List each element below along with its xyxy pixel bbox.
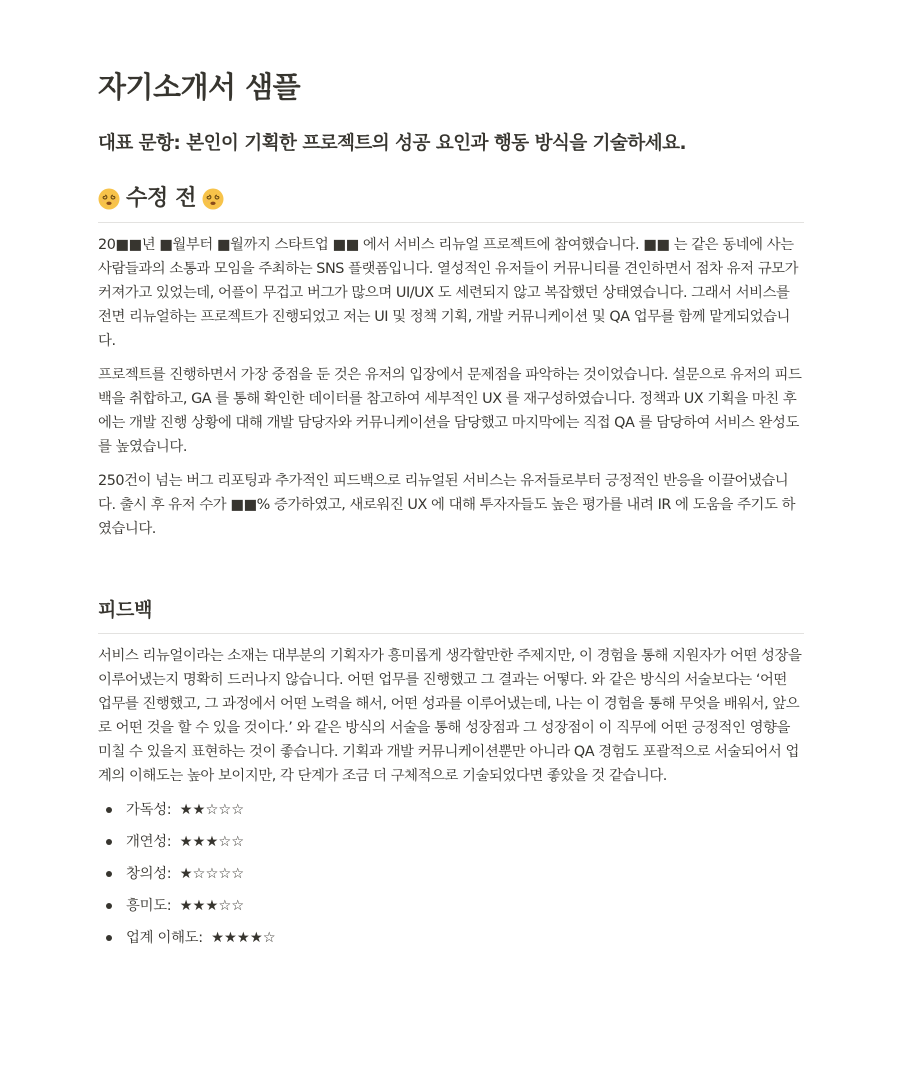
before-paragraph-3: 250건이 넘는 버그 리포팅과 추가적인 피드백으로 리뉴얼된 서비스는 유저들로부터 긍정적인 반응을 이끌어냈습니다. 출시 후 유저 수가 ■■% 증가하였고, 새로워진 UX 에 대해 투자자들도 높은 평가를 내려 IR 에 도움을 주기도 하였습니다.	[98, 473, 796, 537]
feedback-paragraph: 서비스 리뉴얼이라는 소재는 대부분의 기획자가 흥미롭게 생각할만한 주제지만, 이 경험을 통해 지원자가 어떤 성장을 이루어냈는지 명확히 드러나지 않습니다. 어떤 업무를 진행했고 그 결과는 어떻다. 와 같은 방식의 서술보다는 ‘어떤 업무를 진행했고, 그 과정에서 어떤 노력을 해서, 어떤 성과를 이루어냈는데, 나는 이 경험을 통해 무엇을 배워서, 앞으로 어떤 것을 할 수 있을 것이다.’ 와 같은 방식의 서술을 통해 성장점과 그 성장점이 이 직무에 어떤 긍정적인 영향을 미칠 수 있을지 표현하는 것이 좋습니다. 기획과 개발 커뮤니케이션뿐만 아니라 QA 경험도 포괄적으로 서술되어서 업계의 이해도는 높아 보이지만, 각 단계가 조금 더 구체적으로 기술되었다면 좋았을 것 같습니다.	[98, 648, 802, 784]
before-heading-text: 수정 전	[126, 186, 197, 211]
feedback-section-heading	[98, 593, 804, 634]
feedback-heading-text: 피드백	[98, 599, 153, 621]
before-section-heading	[98, 182, 804, 223]
question-prompt: 대표 문항: 본인이 기획한 프로젝트의 성공 요인과 행동 방식을 기술하세요.	[98, 133, 687, 154]
list-item	[98, 794, 804, 826]
rating-label: 창의성:	[126, 866, 172, 882]
bullet-dot	[106, 935, 112, 941]
before-paragraph-2: 프로젝트를 진행하면서 가장 중점을 둔 것은 유저의 입장에서 문제점을 파악하는 것이었습니다. 설문으로 유저의 피드백을 취합하고, GA 를 통해 확인한 데이터를 참고하여 세부적인 UX 를 재구성하였습니다. 정책과 UX 기획을 마친 후에는 개발 진행 상황에 대해 개발 담당자와 커뮤니케이션을 담당했고 마지막에는 직접 QA 를 담당하여 서비스 완성도를 높였습니다.	[98, 367, 802, 455]
rating-label: 흥미도:	[126, 898, 172, 914]
star-rating: ★★☆☆☆	[179, 802, 245, 818]
bullet-dot	[106, 903, 112, 909]
star-rating: ★☆☆☆☆	[179, 866, 245, 882]
list-item	[98, 826, 804, 858]
list-item	[98, 922, 804, 954]
bullet-dot	[106, 871, 112, 877]
star-rating: ★★★☆☆	[179, 898, 245, 914]
bullet-dot	[106, 807, 112, 813]
star-rating: ★★★★☆	[211, 930, 276, 946]
rating-label: 개연성:	[126, 834, 172, 850]
star-rating: ★★★☆☆	[179, 834, 245, 850]
dizzy-face-icon	[202, 188, 224, 210]
rating-label: 가독성:	[126, 802, 172, 818]
list-item	[98, 890, 804, 922]
document-page	[98, 0, 804, 954]
page-title: 자기소개서 샘플	[98, 70, 301, 104]
dizzy-face-icon	[98, 188, 120, 210]
list-item	[98, 858, 804, 890]
rating-label: 업계 이해도:	[126, 930, 203, 946]
rating-list	[98, 794, 804, 954]
bullet-dot	[106, 839, 112, 845]
before-paragraph-1: 20■■년 ■월부터 ■월까지 스타트업 ■■ 에서 서비스 리뉴얼 프로젝트에 참여했습니다. ■■ 는 같은 동네에 사는 사람들과의 소통과 모임을 주최하는 SNS 플랫폼입니다. 열성적인 유저들이 커뮤니티를 견인하면서 점차 유저 규모가 커져가고 있었는데, 어플이 무겁고 버그가 많으며 UI/UX 도 세련되지 않고 복잡했던 상태였습니다. 그래서 서비스를 전면 리뉴얼하는 프로젝트가 진행되었고 저는 UI 및 정책 기획, 개발 커뮤니케이션 및 QA 업무를 함께 맡게되었습니다.	[98, 237, 799, 349]
